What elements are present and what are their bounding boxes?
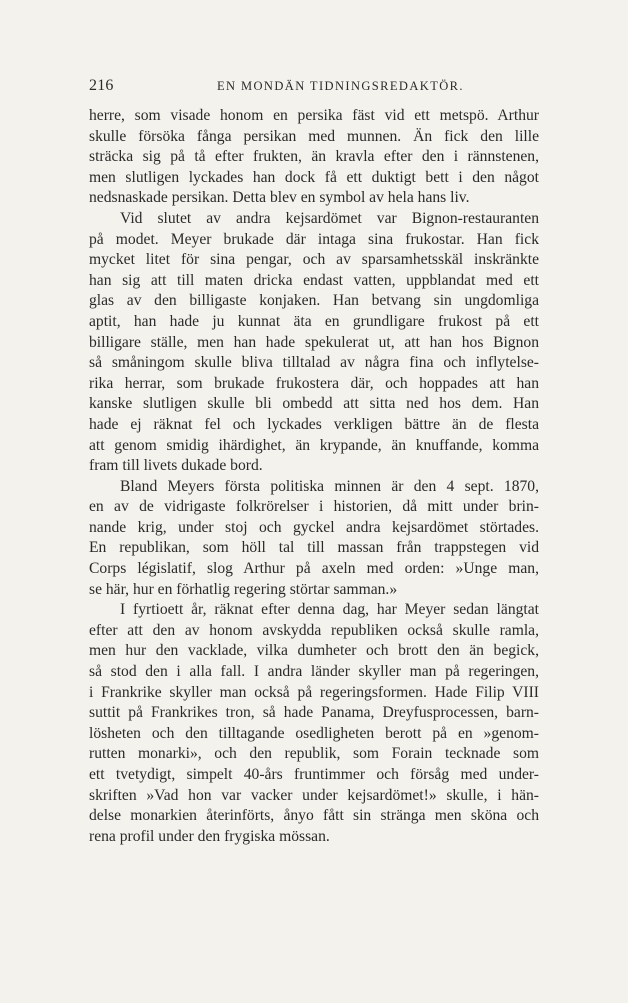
text-line: herre, som visade honom en persika fäst vid ett metspö. Arthur: [89, 107, 539, 124]
text-line: efter att den av honom avskydda republiken också skulle ramla,: [89, 621, 539, 639]
text-line: kanske slutligen skulle bli ombedd att sitta ned hos dem. Han: [89, 395, 539, 413]
text-line: Vid slutet av andra kejsardömet var Bignon-restauranten: [120, 209, 539, 227]
text-line: så småningom skulle bliva tilltalad av några fina och inflytelse-: [89, 354, 539, 372]
text-line: sträcka sig på tå efter frukten, än kravla efter den i rännstenen,: [89, 148, 539, 166]
text-line: Bland Meyers första politiska minnen är den 4 sept. 1870,: [120, 477, 539, 495]
text-line: se här, hur en förhatlig regering störtar samman.»: [89, 580, 398, 598]
running-title: EN MONDÄN TIDNINGSREDAKTÖR.: [217, 79, 464, 93]
text-line: mycket litet för sina pengar, och av sparsamhetsskäl inskränkte: [89, 251, 539, 269]
text-line: skulle försöka fånga persikan med munnen. Än fick den lille: [89, 127, 539, 145]
text-line: glas av den billigaste konjaken. Han betvang sin ungdomliga: [89, 292, 539, 310]
text-line: En republikan, som höll tal till massan från trappstegen vid: [89, 539, 539, 557]
text-line: Corps législatif, slog Arthur på axeln med orden: »Unge man,: [89, 560, 539, 578]
text-line: fram till livets dukade bord.: [89, 457, 263, 475]
text-line: men slutligen lyckades han dock få ett duktigt bett i den något: [89, 168, 539, 186]
page-number: 216: [89, 77, 114, 94]
text-line: rena profil under den frygiska mössan.: [89, 827, 330, 845]
running-head: [89, 76, 539, 96]
text-line: att genom smidig ihärdighet, än krypande, än knuffande, komma: [89, 436, 539, 454]
text-line: aptit, han hade ju kunnat äta en grundligare frukost på ett: [89, 312, 539, 330]
body-text: [89, 106, 539, 847]
text-line: rutten monarki», och den republik, som Forain tecknade som: [89, 745, 539, 763]
text-line: rika herrar, som brukade frukostera där, och hoppades att han: [89, 374, 539, 392]
text-line: I fyrtioett år, räknat efter denna dag, har Meyer sedan längtat: [120, 601, 539, 619]
text-line: men hur den vacklade, vilka dumheter och brott den än begick,: [89, 642, 539, 660]
text-line: suttit på Frankrikes tron, så hade Panama, Dreyfusprocessen, barn-: [89, 704, 539, 722]
text-line: delse monarkien återinförts, ånyo fått sin stränga men sköna och: [89, 807, 539, 825]
text-line: i Frankrike skyller man också på regeringsformen. Hade Filip VIII: [89, 683, 539, 701]
text-line: hade ej räknat fel och lyckades verkligen bättre än de flesta: [89, 415, 539, 433]
text-line: han sig att till maten dricka endast vatten, uppblandat med ett: [89, 271, 539, 289]
text-line: nedsnaskade persikan. Detta blev en symbol av hela hans liv.: [89, 189, 470, 207]
text-line: en av de vidrigaste folkrörelser i historien, då mitt under brin-: [89, 498, 539, 516]
text-line: så stod den i alla fall. I andra länder skyller man på regeringen,: [89, 663, 539, 681]
text-line: skriften »Vad hon var vacker under kejsardömet!» skulle, i hän-: [89, 786, 539, 804]
text-line: lösheten och den tilltagande osedligheten berott på en »genom-: [89, 724, 539, 742]
text-line: nande krig, under stoj och gyckel andra kejsardömet störtades.: [89, 518, 539, 536]
text-line: på modet. Meyer brukade där intaga sina frukostar. Han fick: [89, 230, 539, 248]
text-line: billigare ställe, men han hade spekulerat ut, att han hos Bignon: [89, 333, 539, 351]
text-line: ett tvetydigt, simpelt 40-års fruntimmer och försåg med under-: [89, 766, 539, 783]
